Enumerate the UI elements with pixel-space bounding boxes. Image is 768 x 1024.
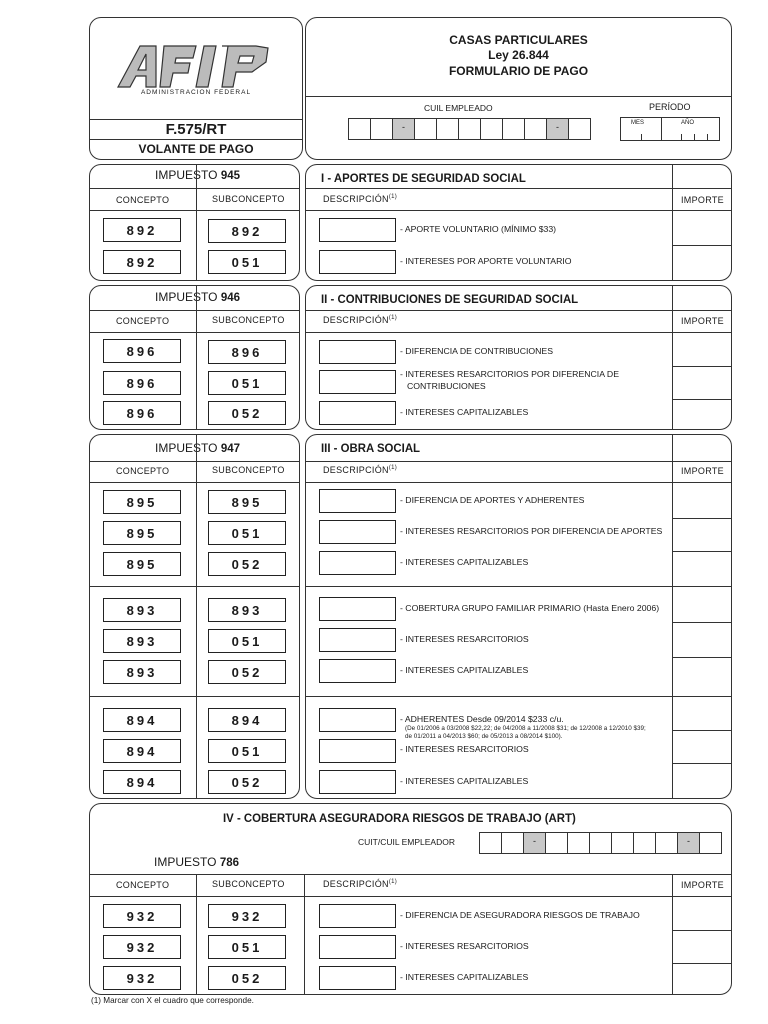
- concepto-box[interactable]: 894: [103, 708, 181, 732]
- form-code: F.575/RT: [165, 121, 227, 138]
- concepto-header: CONCEPTO: [116, 195, 170, 205]
- digit-cell[interactable]: [699, 832, 722, 854]
- checkbox[interactable]: [319, 340, 396, 364]
- description: - INTERESES CAPITALIZABLES: [400, 407, 529, 417]
- description-continued: CONTRIBUCIONES: [407, 381, 486, 391]
- description: - INTERESES RESARCITORIOS POR DIFERENCIA DE APORTES: [400, 526, 663, 536]
- subconcepto-box[interactable]: 052: [208, 401, 286, 425]
- description: - DIFERENCIA DE APORTES Y ADHERENTES: [400, 495, 585, 505]
- concepto-box[interactable]: 896: [103, 339, 181, 363]
- checkbox[interactable]: [319, 770, 396, 794]
- separator-cell: [677, 832, 700, 854]
- footnote: (1) Marcar con X el cuadro que corresponde.: [91, 996, 254, 1005]
- digit-cell[interactable]: [524, 118, 547, 140]
- description: - APORTE VOLUNTARIO (MÍNIMO $33): [400, 224, 557, 234]
- digit-cell[interactable]: [611, 832, 634, 854]
- subconcepto-box[interactable]: 052: [208, 770, 286, 794]
- subconcepto-box[interactable]: 052: [208, 552, 286, 576]
- section-ii-panel: [305, 285, 732, 430]
- section-i-panel: [305, 164, 732, 281]
- descripcion-header: DESCRIPCIÓN$^{(1)}$: [323, 465, 398, 475]
- checkbox[interactable]: [319, 935, 396, 959]
- digit-cell[interactable]: [348, 118, 371, 140]
- impuesto-945-panel: [89, 164, 300, 281]
- subconcepto-box[interactable]: 051: [208, 629, 286, 653]
- checkbox[interactable]: [319, 659, 396, 683]
- subconcepto-header: SUBCONCEPTO: [212, 315, 285, 325]
- digit-cell[interactable]: [568, 118, 591, 140]
- concepto-box[interactable]: 894: [103, 770, 181, 794]
- description: - DIFERENCIA DE ASEGURADORA RIESGOS DE TRABAJO: [400, 910, 640, 920]
- section-title: II - CONTRIBUCIONES DE SEGURIDAD SOCIAL: [321, 292, 579, 306]
- concepto-box[interactable]: 894: [103, 739, 181, 763]
- section-title: IV - COBERTURA ASEGURADORA RIESGOS DE TRABAJO (ART): [223, 811, 576, 825]
- section-title: III - OBRA SOCIAL: [321, 441, 421, 455]
- description-detail: (De 01/2006 a 03/2008 $22,22; de 04/2008 a 11/2008 $31; de 12/2008 a 12/2010 $39;: [405, 725, 646, 732]
- subconcepto-box[interactable]: 896: [208, 340, 286, 364]
- descripcion-header: DESCRIPCIÓN$^{(1)}$: [323, 194, 398, 204]
- description: - INTERESES RESARCITORIOS: [400, 941, 529, 951]
- periodo-field[interactable]: [620, 117, 720, 141]
- concepto-box[interactable]: 932: [103, 935, 181, 959]
- cuit-empleador-field[interactable]: [479, 832, 722, 854]
- checkbox[interactable]: [319, 401, 396, 425]
- impuesto-946-panel: [89, 285, 300, 430]
- description: - ADHERENTES Desde 09/2014 $233 c/u.: [400, 714, 564, 724]
- descripcion-header: DESCRIPCIÓN$^{(1)}$: [323, 315, 398, 325]
- subconcepto-box[interactable]: 052: [208, 966, 286, 990]
- description-detail: de 01/2011 a 04/2013 $60; de 05/2013 a 08/2014 $100).: [405, 733, 563, 740]
- impuesto-label: IMPUESTO 947: [155, 441, 240, 455]
- subconcepto-box[interactable]: 051: [208, 935, 286, 959]
- checkbox[interactable]: [319, 370, 396, 394]
- digit-cell[interactable]: [370, 118, 393, 140]
- afip-logo-icon: [116, 42, 278, 92]
- cuil-label: CUIL EMPLEADO: [424, 103, 493, 113]
- concepto-header: CONCEPTO: [116, 880, 170, 890]
- checkbox[interactable]: [319, 739, 396, 763]
- separator-cell: [546, 118, 569, 140]
- description: - COBERTURA GRUPO FAMILIAR PRIMARIO (Hasta Enero 2006): [400, 603, 660, 613]
- digit-cell[interactable]: [501, 832, 524, 854]
- separator-cell: [392, 118, 415, 140]
- description: - INTERESES POR APORTE VOLUNTARIO: [400, 256, 572, 266]
- subconcepto-box[interactable]: 051: [208, 521, 286, 545]
- subconcepto-box[interactable]: 893: [208, 598, 286, 622]
- digit-cell[interactable]: [545, 832, 568, 854]
- title-panel: [305, 17, 732, 160]
- description: - INTERESES RESARCITORIOS: [400, 634, 529, 644]
- checkbox[interactable]: [319, 218, 396, 242]
- impuesto-label: IMPUESTO 946: [155, 290, 240, 304]
- digit-cell[interactable]: [567, 832, 590, 854]
- checkbox[interactable]: [319, 520, 396, 544]
- form-title-1: CASAS PARTICULARES: [449, 33, 588, 47]
- cuit-empleador-label: CUIT/CUIL EMPLEADOR: [358, 837, 455, 847]
- checkbox[interactable]: [319, 250, 396, 274]
- digit-cell[interactable]: [655, 832, 678, 854]
- description: - DIFERENCIA DE CONTRIBUCIONES: [400, 346, 554, 356]
- impuesto-label: IMPUESTO 945: [155, 168, 240, 182]
- importe-header: IMPORTE: [681, 466, 724, 476]
- descripcion-header: DESCRIPCIÓN$^{(1)}$: [323, 879, 398, 889]
- checkbox[interactable]: [319, 489, 396, 513]
- form-title-2: Ley 26.844: [488, 48, 549, 62]
- checkbox[interactable]: [319, 628, 396, 652]
- concepto-box[interactable]: 932: [103, 904, 181, 928]
- concepto-box[interactable]: 896: [103, 371, 181, 395]
- mes-label: MES: [631, 120, 645, 126]
- logo-text: AFIP: [116, 42, 119, 43]
- subconcepto-box[interactable]: 892: [208, 219, 286, 243]
- concepto-box[interactable]: 892: [103, 250, 181, 274]
- form-subtitle: VOLANTE DE PAGO: [138, 142, 254, 156]
- separator-cell: [523, 832, 546, 854]
- digit-cell[interactable]: [480, 118, 503, 140]
- concepto-header: CONCEPTO: [116, 466, 170, 476]
- subconcepto-header: SUBCONCEPTO: [212, 194, 285, 204]
- description: - INTERESES RESARCITORIOS POR DIFERENCIA DE: [400, 369, 619, 379]
- section-iii-panel: [305, 434, 732, 799]
- importe-header: IMPORTE: [681, 195, 724, 205]
- form-title-3: FORMULARIO DE PAGO: [448, 64, 589, 78]
- concepto-box[interactable]: 895: [103, 552, 181, 576]
- checkbox[interactable]: [319, 551, 396, 575]
- concepto-box[interactable]: 893: [103, 629, 181, 653]
- description: - INTERESES RESARCITORIOS: [400, 744, 529, 754]
- concepto-box[interactable]: 895: [103, 521, 181, 545]
- description: - INTERESES CAPITALIZABLES: [400, 557, 529, 567]
- impuesto-947-panel: [89, 434, 300, 799]
- importe-header: IMPORTE: [681, 880, 724, 890]
- checkbox[interactable]: [319, 904, 396, 928]
- subconcepto-box[interactable]: 051: [208, 371, 286, 395]
- subconcepto-box[interactable]: 932: [208, 904, 286, 928]
- description: - INTERESES CAPITALIZABLES: [400, 776, 529, 786]
- subconcepto-box[interactable]: 052: [208, 660, 286, 684]
- digit-cell[interactable]: [458, 118, 481, 140]
- description: - INTERESES CAPITALIZABLES: [400, 665, 529, 675]
- section-title: I - APORTES DE SEGURIDAD SOCIAL: [321, 171, 526, 185]
- digit-cell[interactable]: [436, 118, 459, 140]
- subconcepto-header: SUBCONCEPTO: [212, 879, 285, 889]
- subconcepto-box[interactable]: 894: [208, 708, 286, 732]
- concepto-box[interactable]: 893: [103, 660, 181, 684]
- periodo-label: PERÍODO: [649, 102, 691, 112]
- logo-panel: [89, 17, 303, 160]
- subconcepto-box[interactable]: 051: [208, 250, 286, 274]
- digit-cell[interactable]: [589, 832, 612, 854]
- section-iv-panel: [89, 803, 732, 995]
- subconcepto-box[interactable]: 051: [208, 739, 286, 763]
- concepto-box[interactable]: 932: [103, 966, 181, 990]
- subconcepto-box[interactable]: 895: [208, 490, 286, 514]
- anio-label: AÑO: [681, 120, 695, 126]
- digit-cell[interactable]: [502, 118, 525, 140]
- digit-cell[interactable]: [633, 832, 656, 854]
- concepto-box[interactable]: 893: [103, 598, 181, 622]
- description: - INTERESES CAPITALIZABLES: [400, 972, 529, 982]
- concepto-header: CONCEPTO: [116, 316, 170, 326]
- agency-name: ADMINISTRACION FEDERAL: [140, 89, 252, 96]
- cuil-empleado-field[interactable]: [348, 118, 591, 140]
- concepto-box[interactable]: 896: [103, 401, 181, 425]
- impuesto-label: IMPUESTO 786: [154, 855, 239, 869]
- checkbox[interactable]: [319, 597, 396, 621]
- subconcepto-header: SUBCONCEPTO: [212, 465, 285, 475]
- concepto-box[interactable]: 895: [103, 490, 181, 514]
- digit-cell[interactable]: [479, 832, 502, 854]
- checkbox[interactable]: [319, 966, 396, 990]
- digit-cell[interactable]: [414, 118, 437, 140]
- checkbox[interactable]: [319, 708, 396, 732]
- importe-header: IMPORTE: [681, 316, 724, 326]
- concepto-box[interactable]: 892: [103, 218, 181, 242]
